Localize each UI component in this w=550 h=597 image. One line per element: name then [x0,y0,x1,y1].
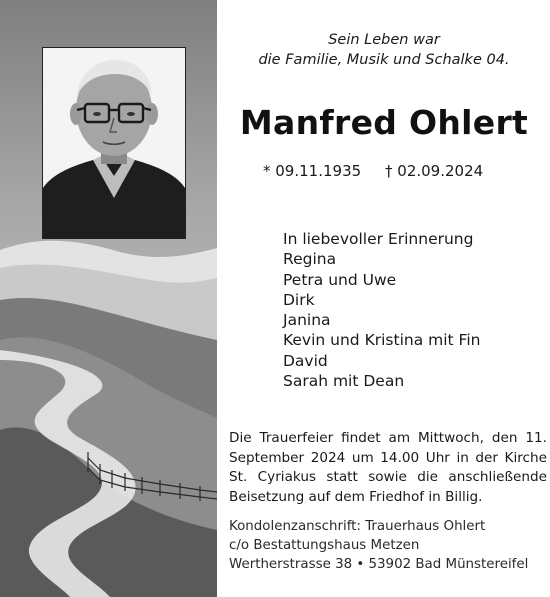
mourner-name: Dirk [283,290,315,309]
condolence-address [229,517,547,574]
mourner-name: Sarah mit Dean [283,372,405,391]
mourner-name: Kevin und Kristina mit Fin [283,331,481,350]
motto-line-2: die Familie, Musik und Schalke 04. [258,52,510,68]
contact-line-1: Kondolenzanschrift: Trauerhaus Ohlert [229,519,486,534]
death-date-group [385,162,483,180]
mourners-intro: In liebevoller Erinnerung [283,230,474,248]
contact-line-3: Wertherstrasse 38 • 53902 Bad Münstereifel [229,557,529,572]
deceased-name: Manfred Ohlert [239,103,529,142]
motto-line-1: Sein Leben war [328,32,440,48]
cross-icon: † [385,162,393,180]
birth-date: * 09.11.1935 [263,162,362,180]
mourner-name: Janina [283,311,331,330]
mourner-name: Petra und Uwe [283,270,397,289]
mourners-list [283,229,480,391]
funeral-notice: Die Trauerfeier findet am Mittwoch, den 11. September 2024 um 14.00 Uhr in der Kirche St. Cyriakus statt sowie die anschließende Beisetzung auf dem Friedhof in Billig. [229,430,547,505]
mourner-name: David [283,351,328,370]
death-date: 02.09.2024 [397,162,484,180]
landscape-panel [0,0,217,597]
life-dates [225,162,543,186]
contact-line-2: c/o Bestattungshaus Metzen [229,538,420,553]
mourner-name: Regina [283,250,337,269]
portrait-image [43,48,185,238]
motto-quote [225,30,543,70]
portrait-photo [42,47,186,239]
